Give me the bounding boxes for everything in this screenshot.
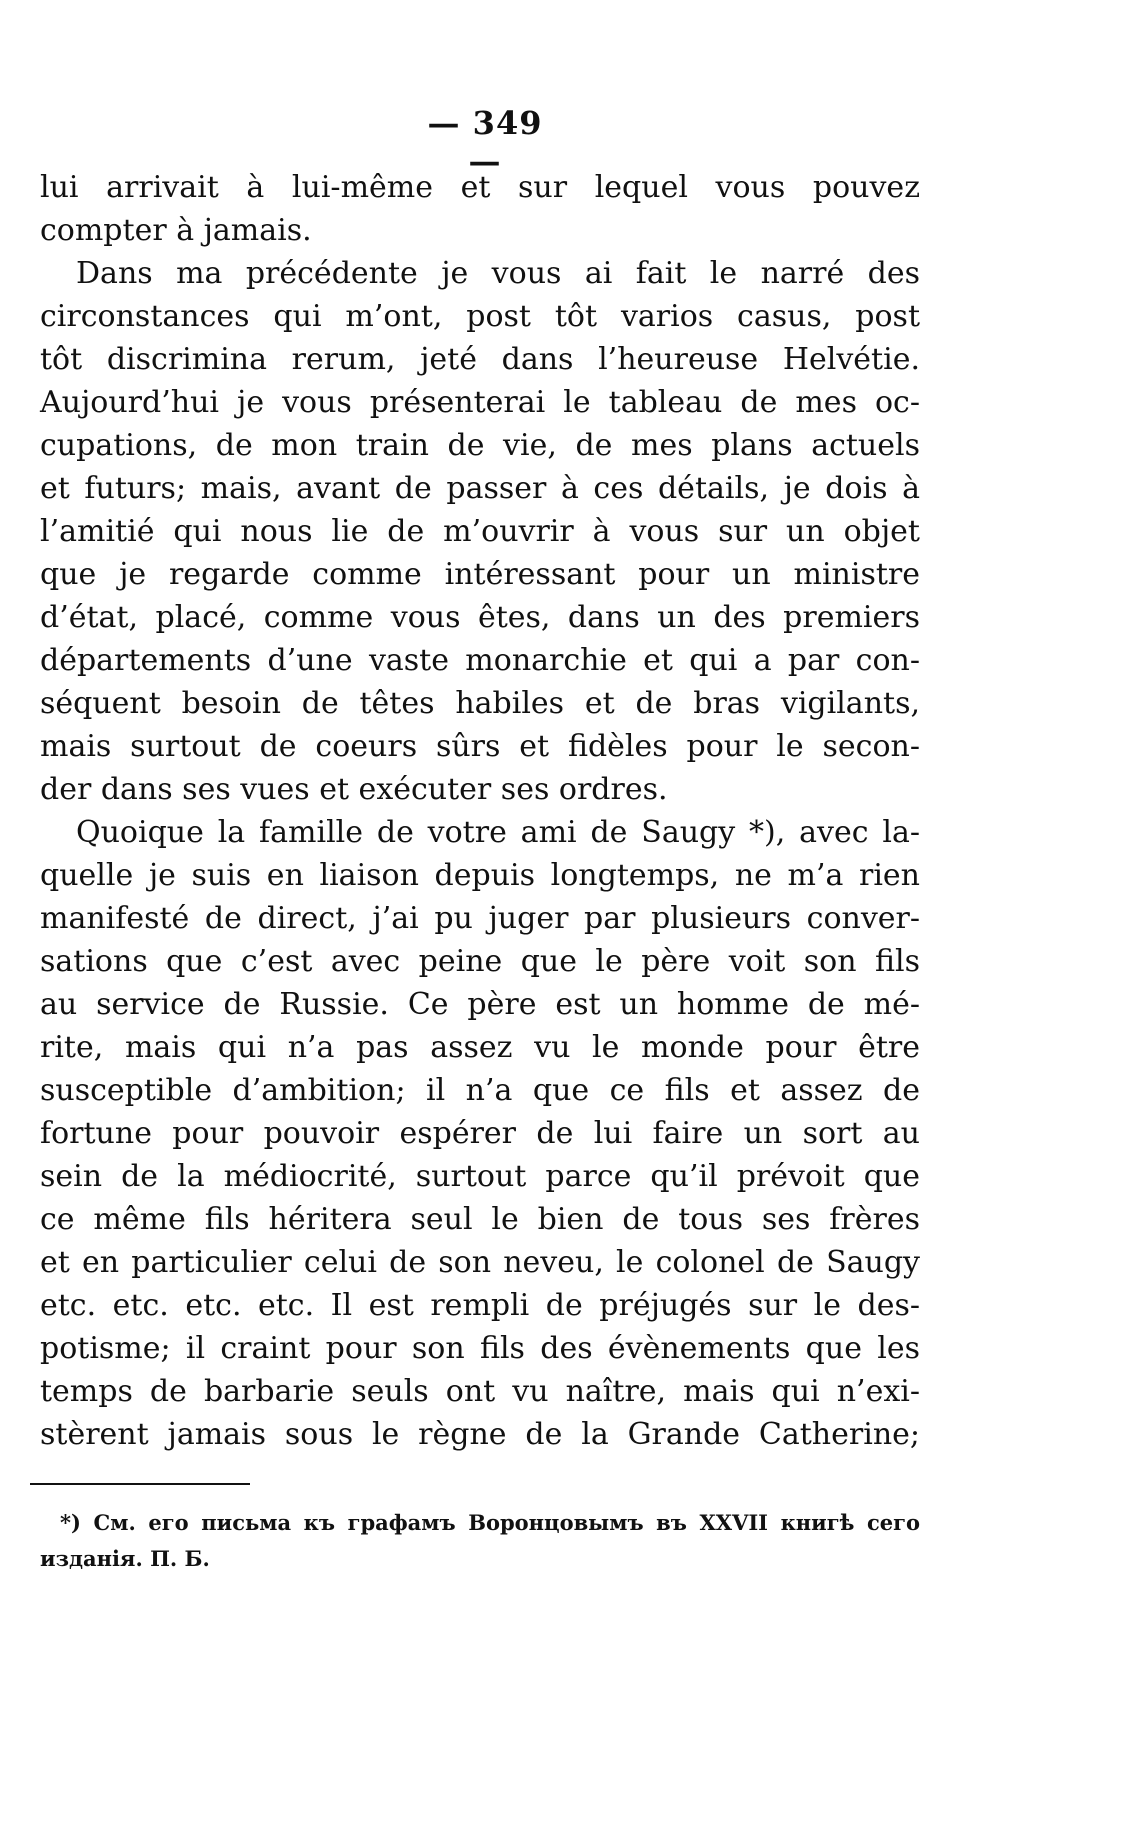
text-line: compter à jamais. (40, 213, 312, 248)
text-line: temps de barbarie seuls ont vu naître, mais qui n’exi- (40, 1374, 920, 1409)
body-text (40, 166, 920, 1456)
footnote-line: *) См. его письма къ графамъ Воронцовымъ въ XXVII книгѣ сего (60, 1510, 920, 1535)
text-line: l’amitié qui nous lie de m’ouvrir à vous sur un objet (40, 514, 920, 549)
text-line: et futurs; mais, avant de passer à ces détails, je dois à (40, 471, 920, 506)
text-line: etc. etc. etc. etc. Il est rempli de préjugés sur le des- (40, 1288, 920, 1323)
text-line: tôt discrimina rerum, jeté dans l’heureuse Helvétie. (40, 342, 920, 377)
text-line: d’état, placé, comme vous êtes, dans un des premiers (40, 600, 920, 635)
text-line: rite, mais qui n’a pas assez vu le monde pour être (40, 1030, 920, 1065)
text-line: quelle je suis en liaison depuis longtemps, ne m’a rien (40, 858, 920, 893)
text-line: et en particulier celui de son neveu, le colonel de Saugy (40, 1245, 920, 1280)
page-number: — 349 — (427, 104, 543, 180)
text-line: susceptible d’ambition; il n’a que ce fils et assez de (40, 1073, 920, 1108)
text-line: sein de la médiocrité, surtout parce qu’il prévoit que (40, 1159, 920, 1194)
text-line: au service de Russie. Ce père est un homme de mé- (40, 987, 920, 1022)
footnote-divider (30, 1483, 250, 1485)
text-line: potisme; il craint pour son fils des évènements que les (40, 1331, 920, 1366)
text-line: que je regarde comme intéressant pour un ministre (40, 557, 920, 592)
text-line: der dans ses vues et exécuter ses ordres. (40, 772, 668, 807)
text-line: cupations, de mon train de vie, de mes plans actuels (40, 428, 920, 463)
text-line: ce même fils héritera seul le bien de tous ses frères (40, 1202, 920, 1237)
text-line: séquent besoin de têtes habiles et de bras vigilants, (40, 686, 920, 721)
text-line: stèrent jamais sous le règne de la Grande Catherine; (40, 1417, 920, 1452)
text-line: Aujourd’hui je vous présenterai le tableau de mes oc- (40, 385, 920, 420)
text-line: Quoique la famille de votre ami de Saugy *), avec la- (76, 815, 920, 850)
footnote-line: изданія. П. Б. (40, 1546, 210, 1571)
text-line: sations que c’est avec peine que le père voit son fils (40, 944, 920, 979)
text-line: lui arrivait à lui-même et sur lequel vous pouvez (40, 170, 920, 205)
footnote (40, 1505, 920, 1577)
text-line: départements d’une vaste monarchie et qui a par con- (40, 643, 920, 678)
text-line: circonstances qui m’ont, post tôt varios casus, post (40, 299, 920, 334)
text-line: Dans ma précédente je vous ai fait le narré des (76, 256, 920, 291)
text-line: manifesté de direct, j’ai pu juger par plusieurs conver- (40, 901, 920, 936)
text-line: mais surtout de coeurs sûrs et fidèles pour le secon- (40, 729, 920, 764)
text-line: fortune pour pouvoir espérer de lui faire un sort au (40, 1116, 920, 1151)
